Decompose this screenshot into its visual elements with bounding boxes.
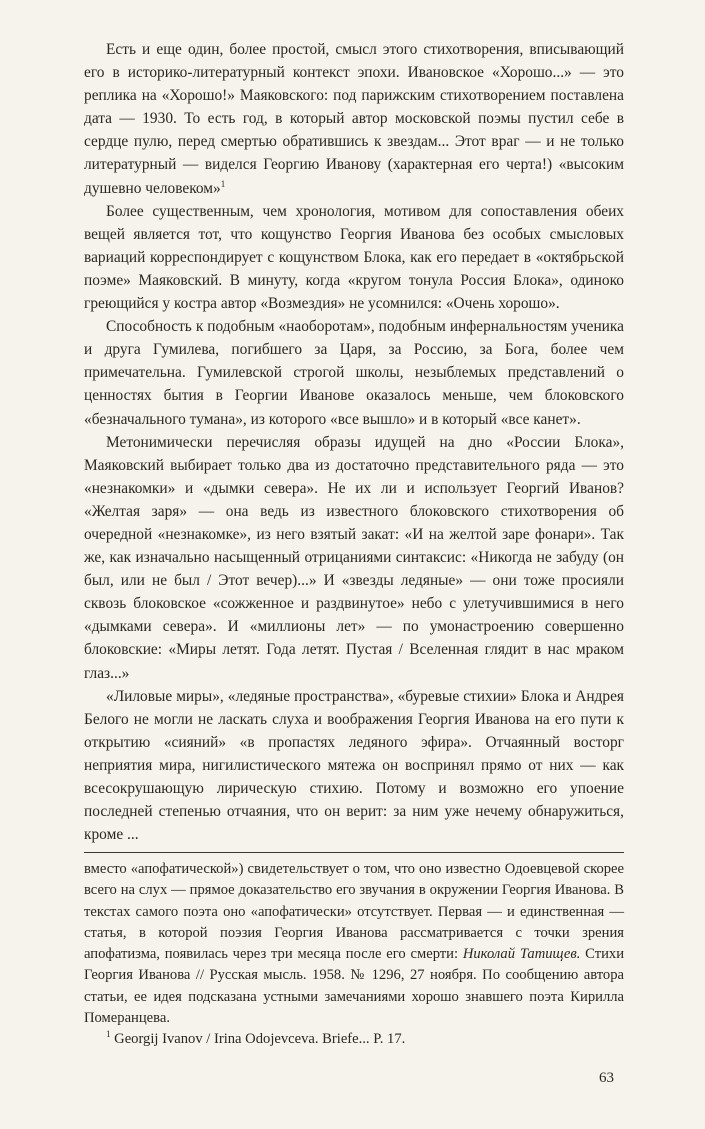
page-body — [84, 38, 624, 1050]
paragraph-2: Более существенным, чем хронология, мотивом для сопоставления обеих вещей является тот, что кощунство Георгия Иванова без особых смысловых вариаций корреспондирует с кощунством Блока, как его передает в «октябрьской поэме» Маяковский. В минуту, когда «кругом тонула Россия Блока», одиноко греющийся у костра автор «Возмездия» не усомнился: «Очень хорошо». — [84, 202, 624, 313]
page-number: 63 — [599, 1070, 614, 1086]
paragraph-1: Есть и еще один, более простой, смысл этого стихотворения, вписывающий его в историко-литературный контекст эпохи. Ивановское «Хорошо...» — это реплика на «Хорошо!» Маяковского: под парижским стихотворением поставлена дата — 1930. То есть год, в который автор московской поэмы пустил себе в сердце пулю, перед смертью обратившись к звездам... Этот враг — и не только литературный — виделся Георгию Иванову (характерная его черта!) «высоким душевно человеком»$^1$ — [84, 41, 624, 197]
footnote-author: Николай Татищев. — [462, 946, 581, 963]
footnote-continued: вместо «апофатической») свидетельствует о том, что оно известно Одоевцевой скорее всего на слух — прямое доказательство его звучания в окружении Георгия Иванова. В текстах самого поэта оно «апофатически» отсутствует. Первая — и единственная — статья, в которой поэзия Георгия Иванова рассматривается с точки зрения апофатизма, появилась через три месяца после его смерти: Николай Татищев. Стихи Георгия Иванова // Русская мысль. 1958. № 1296, 27 ноября. По сообщению автора статьи, ее идея подсказана устными замечаниями хорошо знавшего поэта Кирилла Померанцева. — [84, 861, 625, 1026]
footnote-divider — [84, 852, 624, 853]
footnote-ref-1: 1 — [220, 178, 226, 189]
paragraph-3: Способность к подобным «наоборотам», подобным инфернальностям ученика и друга Гумилева, погибшего за Царя, за Россию, за Бога, более чем примечательна. Гумилевской строгой школы, незыблемых представлений о ценностях бытия в Георгии Иванове оказалось меньше, чем блоковского «безначального тумана», из которого «все вышло» и в который «все канет». — [84, 318, 624, 428]
paragraph-4: Метонимически перечисляя образы идущей на дно «России Блока», Маяковский выбирает только два из достаточно представительного ряда — это «незнакомки» и «дымки севера». Не их ли и использует Георгий Иванов? «Желтая заря» — она ведь из известного блоковского стихотворения об очередной «незнакомке», из него взятый закат: «И на желтой заре фонари». Так же, как изначально насыщенный отрицаниями синтаксис: «Никогда не забуду (он был, или не был / Этот вечер)...» И «звезды ледяные» — они тоже просияли сквозь блоковское «сожженное и раздвинутое» небо с улетучившимися в него «дымками севера». И «миллионы лет» — по умонастроению совершенно блоковские: «Миры летят. Года летят. Пустая / Вселенная глядит в нас мраком глаз...» — [84, 433, 624, 682]
paragraph-5: «Лиловые миры», «ледяные пространства», «буревые стихии» Блока и Андрея Белого не могли не ласкать слуха и воображения Георгия Иванова на его пути к открытию «сияний» «в пропастях ледяного эфира». Отчаянный восторг неприятия мира, нигилистического мятежа он воспринял прямо от них — как всесокрушающую лирическую стихию. Потому и возможно его упоение последней степенью отчаяния, что он верит: за ним уже нечему обнаружиться, кроме ... — [84, 687, 624, 844]
footnote-1-marker: 1 — [106, 1029, 111, 1040]
footnote-1: $^1$ Georgij Ivanov / Irina Odojevceva. Briefe... P. 17. — [106, 1029, 406, 1047]
